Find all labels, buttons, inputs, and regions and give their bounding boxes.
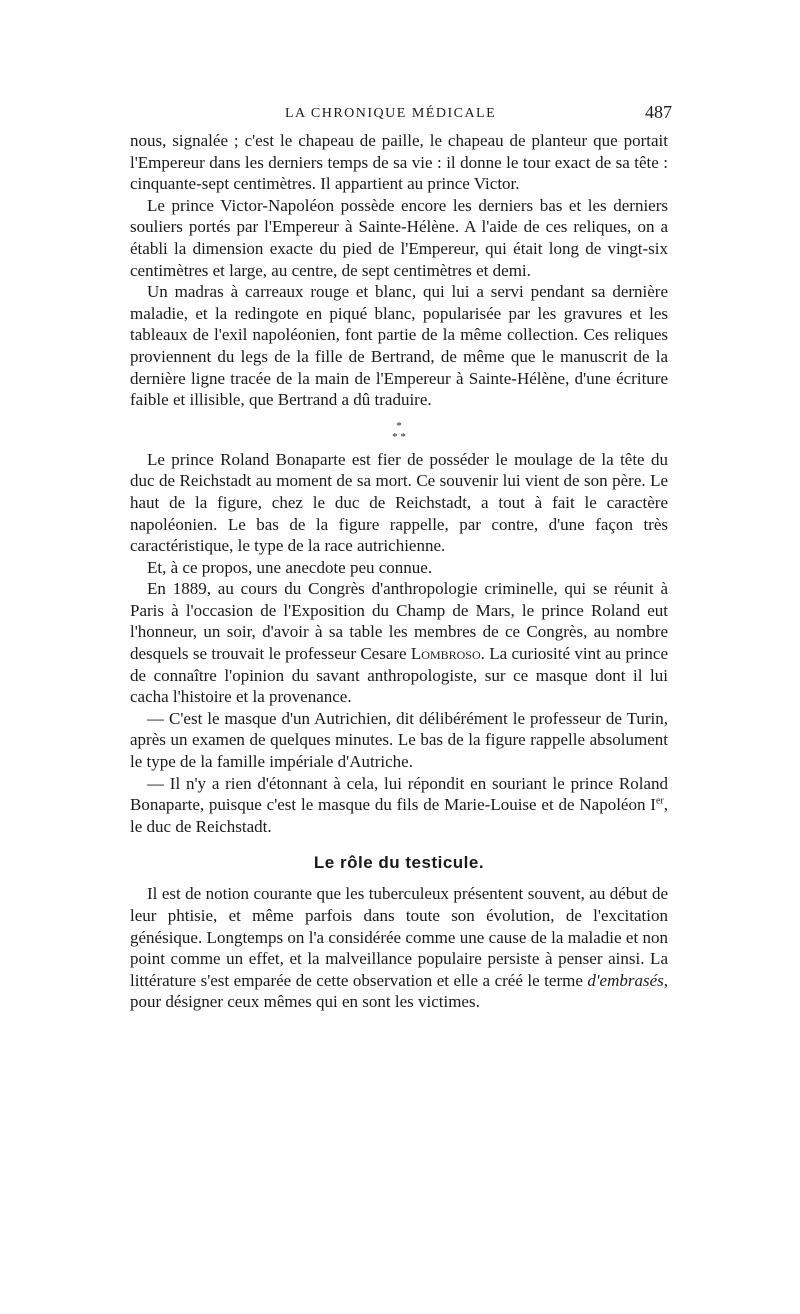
lombroso-name: Lombroso (410, 644, 481, 664)
running-title: LA CHRONIQUE MÉDICALE (285, 106, 497, 121)
paragraph-hat: nous, signalée ; c'est le chapeau de paille, le chapeau de planteur que portait l'Empereur dans les derniers temps de sa vie : il donne le tour exact de sa tête : cinquante-sept centimètres. Il appartient au prince Victor. (130, 131, 668, 194)
paragraph-madras: Un madras à carreaux rouge et blanc, qui lui a servi pendant sa dernière maladie, et la redingote en piqué blanc, popularisée par les gravures et les tableaux de l'exil napoléonien, font partie de la même collection. Ces reliques proviennent du legs de la fille de Bertrand, de même que le manuscrit de la dernière ligne tracée de la main de l'Empereur à Sainte-Hélène, d'une écriture faible et illisible, que Bertrand a dû traduire. (130, 282, 668, 410)
paragraph-victor-napoleon: Le prince Victor-Napoléon possède encore les derniers bas et les derniers souliers portés par l'Empereur à Sainte-Hélène. A l'aide de ces reliques, on a établi la dimension exacte du pied de l'Empereur, qui était long de vingt-six centimètres et large, au centre, de sept centimètres et demi. (130, 195, 668, 280)
page-number: 487 (645, 102, 672, 122)
paragraph-anecdote-intro: Et, à ce propos, une anecdote peu connue. (147, 557, 433, 577)
section-heading: Le rôle du testicule. (313, 853, 485, 873)
tuberculosis-text-start: Il est de notion courante que les tuberculeux présentent souvent, au début de leur phtisie, et même parfois dans toute son évolution, de l'excitation génésique. Longtemps on l'a considérée comme une cause de la maladie et non point comme un effet, et la malveillance populaire persiste à penser ainsi. La littérature s'est emparée de cette observation et elle a créé le terme (130, 884, 668, 990)
congress-text-end: . La curiosité vint au prince de connaître l'opinion du savant anthropologiste, sur ce masque dont il lui cacha l'histoire et la provenance. (130, 644, 668, 707)
paragraph-congress (130, 578, 668, 708)
running-head (130, 100, 672, 130)
paragraph-roland-bonaparte: Le prince Roland Bonaparte est fier de posséder le moulage de la tête du duc de Reichstadt au moment de sa mort. Ce souvenir lui vient de son père. Le haut de la figure, chez le duc de Reichstadt, a tout à fait le caractère napoléonien. Le bas de la figure rappelle, par contre, d'une façon très caractéristique, le type de la race autrichienne. (130, 449, 668, 556)
asterism-divider (130, 421, 668, 443)
prince-reply-start: — Il n'y a rien d'étonnant à cela, lui répondit en souriant le prince Roland Bonaparte, puisque c'est le masque du fils de Marie-Louise et de Napoléon I (130, 773, 668, 815)
congress-text-start: En 1889, au cours du Congrès d'anthropologie criminelle, qui se réunit à Paris à l'occasion de l'Exposition du Champ de Mars, le prince Roland eut l'honneur, un soir, d'avoir à sa table les membres de ce Congrès, au nombre desquels se trouvait le professeur Cesare (130, 579, 668, 664)
ordinal-superscript: er (655, 795, 664, 807)
prince-reply-end: , le duc de Reichstadt. (130, 795, 668, 836)
paragraph-prince-reply (130, 773, 668, 838)
tuberculosis-text-end: , pour désigner ceux mêmes qui en sont les victimes. (130, 970, 668, 1012)
italic-term: d'embrasés (587, 970, 664, 990)
asterism-top: * (396, 419, 402, 432)
asterism-bottom: * * (392, 430, 406, 443)
book-page (130, 100, 672, 1013)
paragraph-tuberculosis (130, 883, 668, 1013)
paragraph-professor-reply: — C'est le masque d'un Autrichien, dit délibérément le professeur de Turin, après un examen de quelques minutes. Le bas de la figure rappelle absolument le type de la famille impériale d'Autriche. (130, 708, 668, 772)
